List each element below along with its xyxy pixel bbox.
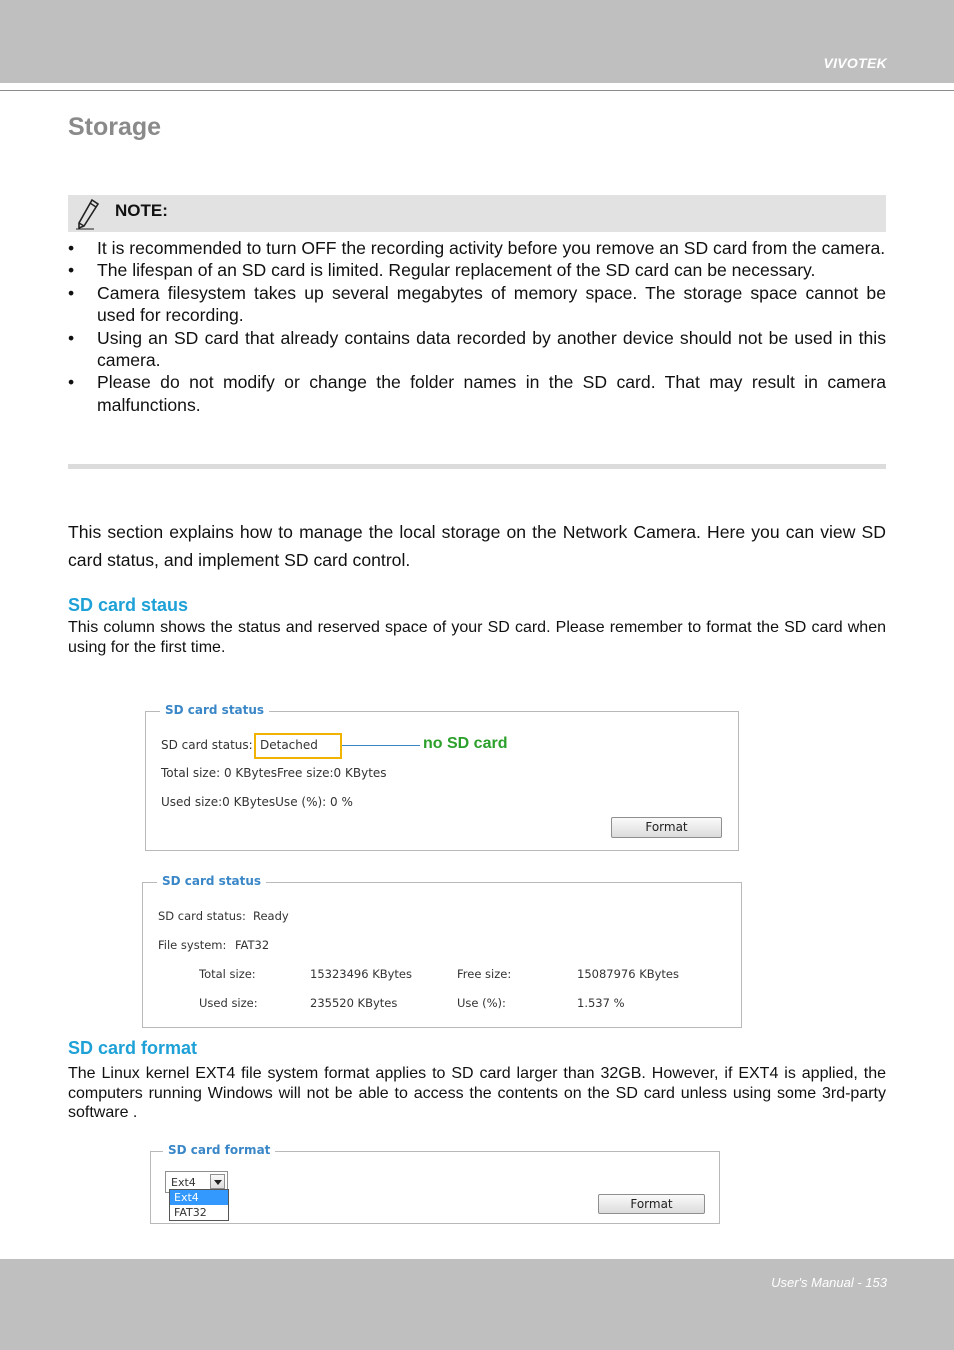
total-size-label: Total size:	[199, 967, 256, 981]
callout-no-sd-card: no SD card	[423, 735, 508, 752]
used-size-value: 235520 KBytes	[310, 996, 398, 1010]
format-button[interactable]: Format	[611, 817, 722, 838]
sd-status-heading: SD card staus	[68, 595, 189, 615]
footer-band	[0, 1259, 954, 1350]
status-label: SD card status:	[158, 909, 246, 923]
pencil-icon	[74, 198, 102, 230]
callout-line	[342, 745, 420, 746]
page-number: User's Manual - 153	[771, 1275, 887, 1290]
panel-legend: SD card status	[160, 703, 269, 717]
status-value: Ready	[253, 909, 289, 923]
sd-status-description: This column shows the status and reserved space of your SD card. Please remember to format the SD card when using for the first time.	[68, 619, 886, 656]
list-item: • Using an SD card that already contains data recorded by another device should not be used in this camera.	[68, 327, 886, 372]
list-item: • The lifespan of an SD card is limited. Regular replacement of the SD card can be necessary.	[68, 259, 886, 281]
chevron-down-icon[interactable]	[210, 1174, 225, 1189]
used-size-line: Used size:0 KBytesUse (%): 0 %	[161, 795, 353, 809]
filesystem-select-value: Ext4	[171, 1176, 196, 1189]
page-title: Storage	[68, 113, 162, 141]
list-item: • Camera filesystem takes up several megabytes of memory space. The storage space cannot be used for recording.	[68, 282, 886, 327]
total-size-line: Total size: 0 KBytesFree size:0 KBytes	[161, 766, 387, 780]
option-ext4[interactable]: Ext4	[170, 1190, 228, 1205]
free-size-label: Free size:	[457, 967, 512, 981]
free-size-value: 15087976 KBytes	[577, 967, 680, 981]
total-size-value: 15323496 KBytes	[310, 967, 413, 981]
file-system-value: FAT32	[235, 938, 270, 952]
filesystem-dropdown	[169, 1189, 229, 1221]
used-size-label: Used size:	[199, 996, 258, 1010]
status-value: Detached	[260, 738, 318, 752]
status-value-box	[254, 733, 342, 759]
header-band	[0, 0, 954, 83]
panel-legend: SD card status	[157, 874, 266, 888]
sd-status-panel-detached	[145, 703, 739, 851]
brand-logo-text: VIVOTEK	[823, 55, 887, 71]
use-percent-label: Use (%):	[457, 996, 506, 1010]
note-list	[68, 237, 886, 416]
file-system-label: File system:	[158, 938, 227, 952]
note-bar	[68, 195, 886, 232]
list-item: • It is recommended to turn OFF the recording activity before you remove an SD card from the camera.	[68, 237, 886, 259]
sd-status-panel-ready	[142, 874, 742, 1028]
note-divider	[68, 464, 886, 469]
note-label: NOTE:	[115, 201, 168, 220]
sd-format-heading: SD card format	[68, 1038, 198, 1058]
header-divider	[0, 90, 954, 91]
option-fat32[interactable]: FAT32	[174, 1206, 207, 1219]
intro-paragraph: This section explains how to manage the local storage on the Network Camera. Here you can view SD card status, and implement SD card control.	[68, 522, 886, 570]
sd-format-panel	[150, 1143, 720, 1224]
sd-format-description: The Linux kernel EXT4 file system format applies to SD card larger than 32GB. However, if EXT4 is applied, the computers running Windows will not be able to access the contents on the SD card unless using some 3rd-party software .	[68, 1065, 886, 1121]
panel-legend: SD card format	[163, 1143, 275, 1157]
format-button[interactable]: Format	[598, 1194, 705, 1214]
list-item: • Please do not modify or change the folder names in the SD card. That may result in camera malfunctions.	[68, 371, 886, 416]
use-percent-value: 1.537 %	[577, 996, 625, 1010]
status-label: SD card status:	[161, 738, 253, 752]
